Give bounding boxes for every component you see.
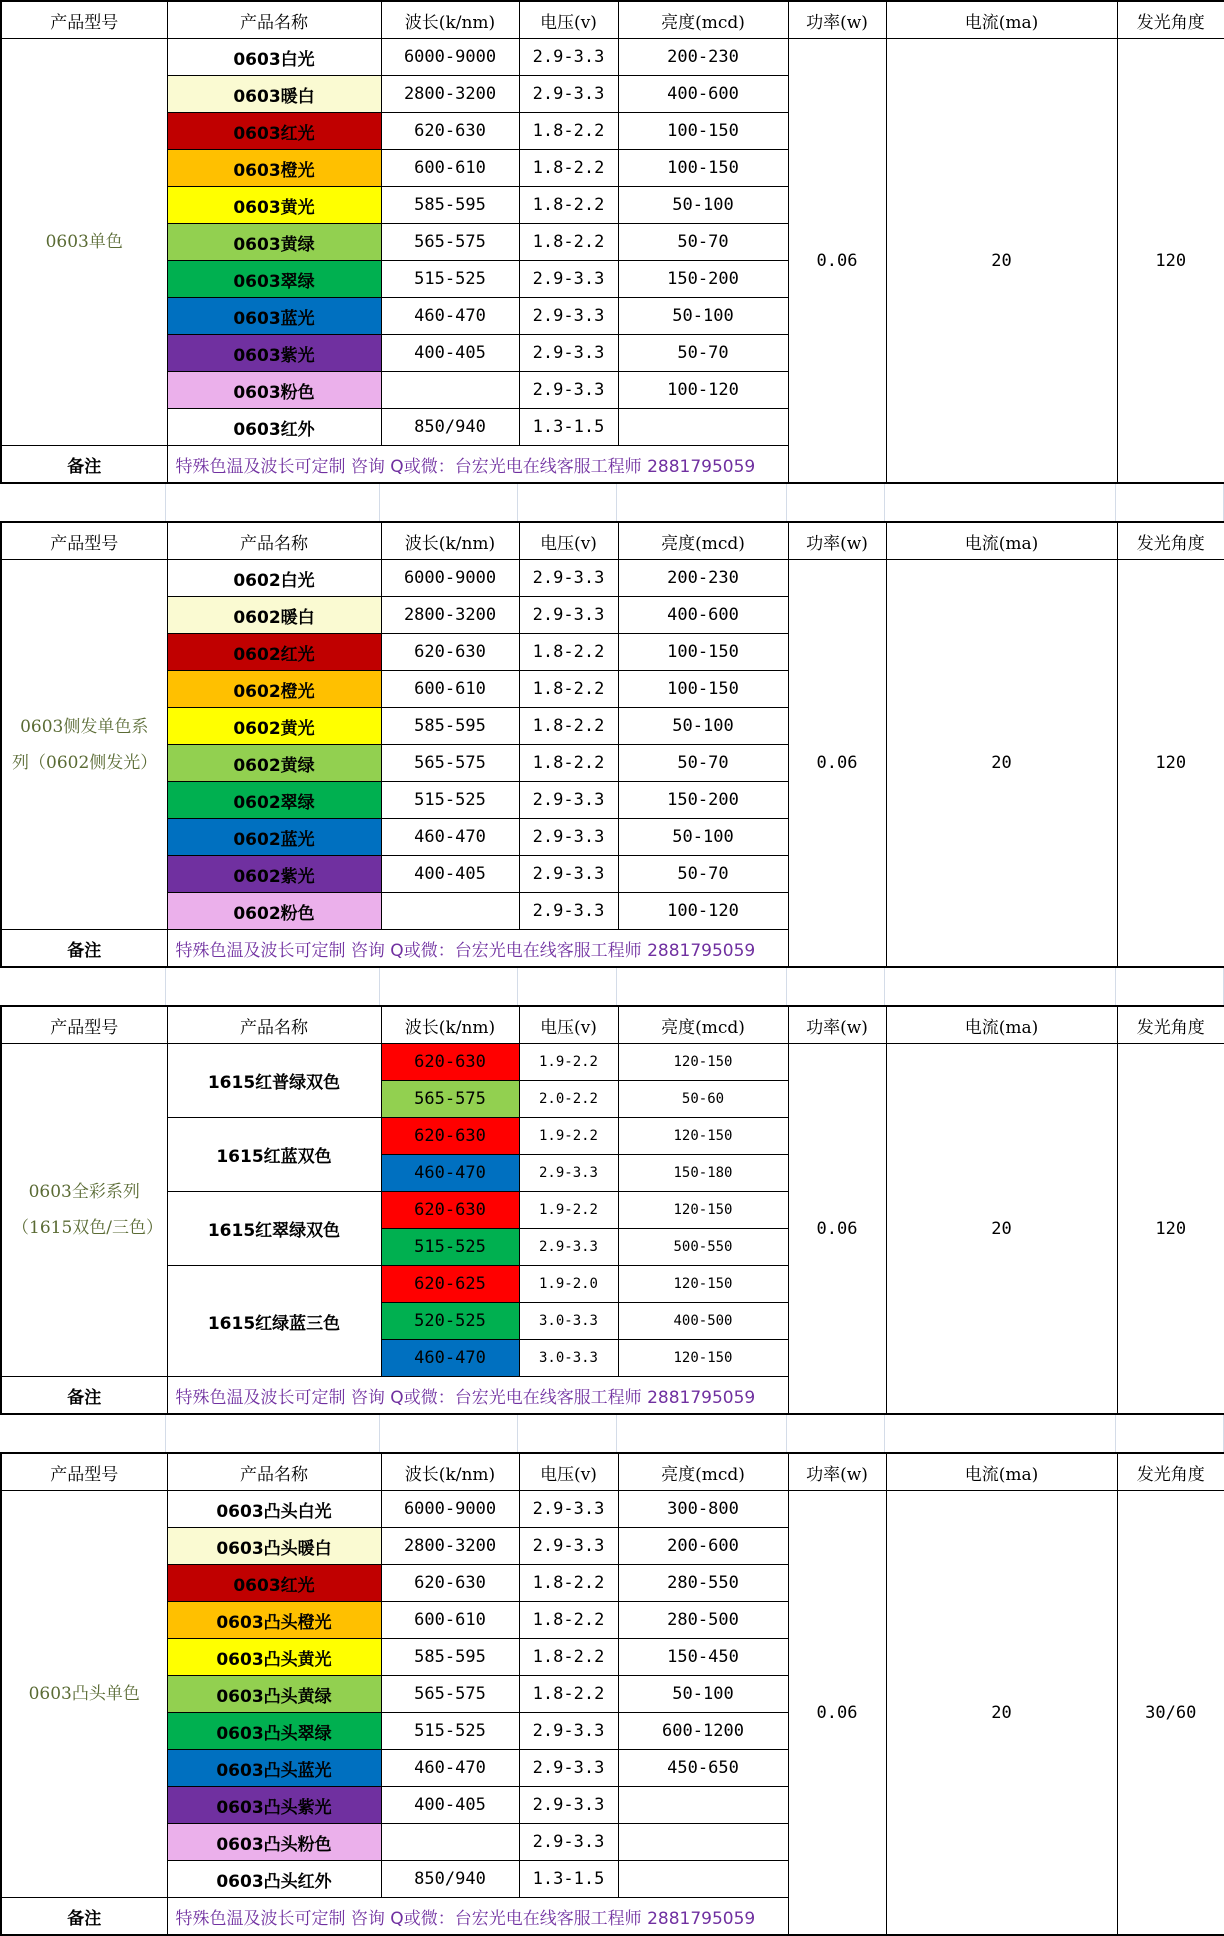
wavelength-cell: 620-630 <box>381 1044 519 1081</box>
remark-label: 备注 <box>1 446 167 484</box>
spec-table <box>0 1452 1224 1936</box>
header-wavelength: 波长(k/nm) <box>381 1453 519 1491</box>
product-name: 0603凸头蓝光 <box>167 1750 381 1787</box>
wavelength-cell: 620-630 <box>381 1118 519 1155</box>
voltage-cell: 2.9-3.3 <box>519 597 618 634</box>
table-row <box>1 1491 1224 1528</box>
wavelength-cell <box>381 893 519 930</box>
spacer-row <box>0 484 1224 521</box>
voltage-cell: 2.9-3.3 <box>519 1713 618 1750</box>
brightness-cell: 100-150 <box>618 671 788 708</box>
brightness-cell: 100-150 <box>618 113 788 150</box>
header-current: 电流(ma) <box>886 522 1117 560</box>
brightness-cell: 280-550 <box>618 1565 788 1602</box>
voltage-cell: 2.9-3.3 <box>519 1824 618 1861</box>
header-wavelength: 波长(k/nm) <box>381 1006 519 1044</box>
current-cell: 20 <box>886 1491 1117 1936</box>
header-row <box>1 1006 1224 1044</box>
header-name: 产品名称 <box>167 1453 381 1491</box>
angle-cell: 120 <box>1117 39 1224 484</box>
product-name: 0603黄绿 <box>167 224 381 261</box>
voltage-cell: 1.8-2.2 <box>519 187 618 224</box>
product-name: 0602翠绿 <box>167 782 381 819</box>
voltage-cell: 1.8-2.2 <box>519 224 618 261</box>
voltage-cell: 1.8-2.2 <box>519 113 618 150</box>
product-name: 0602粉色 <box>167 893 381 930</box>
header-name: 产品名称 <box>167 1 381 39</box>
wavelength-cell: 2800-3200 <box>381 1528 519 1565</box>
wavelength-cell: 620-630 <box>381 1565 519 1602</box>
wavelength-cell: 620-630 <box>381 1192 519 1229</box>
product-name: 0603凸头紫光 <box>167 1787 381 1824</box>
product-name: 0603红外 <box>167 409 381 446</box>
remark-label: 备注 <box>1 1377 167 1415</box>
wavelength-cell: 565-575 <box>381 745 519 782</box>
brightness-cell: 120-150 <box>618 1340 788 1377</box>
remark-label: 备注 <box>1 930 167 968</box>
brightness-cell: 200-230 <box>618 560 788 597</box>
voltage-cell: 2.9-3.3 <box>519 335 618 372</box>
product-name: 0603翠绿 <box>167 261 381 298</box>
wavelength-cell: 460-470 <box>381 1155 519 1192</box>
product-name: 1615红绿蓝三色 <box>167 1266 381 1377</box>
brightness-cell: 280-500 <box>618 1602 788 1639</box>
wavelength-cell: 515-525 <box>381 261 519 298</box>
voltage-cell: 1.8-2.2 <box>519 150 618 187</box>
product-name: 0602黄绿 <box>167 745 381 782</box>
wavelength-cell: 515-525 <box>381 782 519 819</box>
product-name: 0603红光 <box>167 1565 381 1602</box>
wavelength-cell: 2800-3200 <box>381 597 519 634</box>
wavelength-cell: 850/940 <box>381 1861 519 1898</box>
header-model: 产品型号 <box>1 1 167 39</box>
product-name: 0603凸头翠绿 <box>167 1713 381 1750</box>
wavelength-cell: 585-595 <box>381 708 519 745</box>
voltage-cell: 2.9-3.3 <box>519 782 618 819</box>
brightness-cell: 120-150 <box>618 1192 788 1229</box>
header-power: 功率(w) <box>788 1006 886 1044</box>
header-wavelength: 波长(k/nm) <box>381 1 519 39</box>
voltage-cell: 1.8-2.2 <box>519 1565 618 1602</box>
current-cell: 20 <box>886 560 1117 968</box>
angle-cell: 120 <box>1117 560 1224 968</box>
voltage-cell: 3.0-3.3 <box>519 1303 618 1340</box>
header-current: 电流(ma) <box>886 1006 1117 1044</box>
voltage-cell: 1.3-1.5 <box>519 409 618 446</box>
brightness-cell: 500-550 <box>618 1229 788 1266</box>
product-name: 1615红翠绿双色 <box>167 1192 381 1266</box>
product-name: 0602红光 <box>167 634 381 671</box>
remark-text: 特殊色温及波长可定制 咨询 Q或微：台宏光电在线客服工程师 2881795059 <box>167 930 788 968</box>
angle-cell: 120 <box>1117 1044 1224 1415</box>
voltage-cell: 2.9-3.3 <box>519 893 618 930</box>
header-model: 产品型号 <box>1 522 167 560</box>
wavelength-cell: 6000-9000 <box>381 39 519 76</box>
header-row <box>1 1 1224 39</box>
voltage-cell: 2.9-3.3 <box>519 1155 618 1192</box>
brightness-cell: 150-450 <box>618 1639 788 1676</box>
header-name: 产品名称 <box>167 522 381 560</box>
wavelength-cell: 620-630 <box>381 634 519 671</box>
header-brightness: 亮度(mcd) <box>618 1006 788 1044</box>
product-name: 0603凸头粉色 <box>167 1824 381 1861</box>
wavelength-cell <box>381 1824 519 1861</box>
voltage-cell: 1.8-2.2 <box>519 1676 618 1713</box>
brightness-cell <box>618 1787 788 1824</box>
wavelength-cell: 600-610 <box>381 671 519 708</box>
product-name: 0602橙光 <box>167 671 381 708</box>
voltage-cell: 1.8-2.2 <box>519 671 618 708</box>
wavelength-cell: 400-405 <box>381 335 519 372</box>
spec-table <box>0 0 1224 484</box>
spacer-row <box>0 968 1224 1005</box>
product-name: 0602紫光 <box>167 856 381 893</box>
voltage-cell: 1.9-2.2 <box>519 1192 618 1229</box>
brightness-cell: 50-70 <box>618 335 788 372</box>
voltage-cell: 2.9-3.3 <box>519 39 618 76</box>
brightness-cell: 50-100 <box>618 819 788 856</box>
wavelength-cell: 585-595 <box>381 187 519 224</box>
brightness-cell <box>618 1824 788 1861</box>
brightness-cell: 50-100 <box>618 298 788 335</box>
model-cell: 0603全彩系列（1615双色/三色） <box>1 1044 167 1377</box>
brightness-cell: 400-600 <box>618 597 788 634</box>
header-angle: 发光角度 <box>1117 1 1224 39</box>
wavelength-cell: 600-610 <box>381 150 519 187</box>
product-name: 0603暖白 <box>167 76 381 113</box>
brightness-cell: 300-800 <box>618 1491 788 1528</box>
wavelength-cell: 400-405 <box>381 1787 519 1824</box>
brightness-cell: 50-100 <box>618 708 788 745</box>
model-cell: 0603侧发单色系列（0602侧发光） <box>1 560 167 930</box>
wavelength-cell: 850/940 <box>381 409 519 446</box>
spec-table <box>0 521 1224 968</box>
voltage-cell: 2.9-3.3 <box>519 856 618 893</box>
brightness-cell: 100-120 <box>618 372 788 409</box>
voltage-cell: 2.9-3.3 <box>519 819 618 856</box>
wavelength-cell: 2800-3200 <box>381 76 519 113</box>
product-name: 0602黄光 <box>167 708 381 745</box>
table-row <box>1 560 1224 597</box>
voltage-cell: 1.9-2.2 <box>519 1118 618 1155</box>
header-row <box>1 1453 1224 1491</box>
wavelength-cell: 515-525 <box>381 1229 519 1266</box>
product-name: 0603黄光 <box>167 187 381 224</box>
wavelength-cell: 620-630 <box>381 113 519 150</box>
voltage-cell: 1.9-2.0 <box>519 1266 618 1303</box>
table-row <box>1 39 1224 76</box>
product-name: 1615红蓝双色 <box>167 1118 381 1192</box>
brightness-cell: 50-70 <box>618 745 788 782</box>
wavelength-cell: 6000-9000 <box>381 560 519 597</box>
brightness-cell: 450-650 <box>618 1750 788 1787</box>
header-voltage: 电压(v) <box>519 1006 618 1044</box>
product-name: 0603凸头黄光 <box>167 1639 381 1676</box>
remark-text: 特殊色温及波长可定制 咨询 Q或微：台宏光电在线客服工程师 2881795059 <box>167 1377 788 1415</box>
remark-text: 特殊色温及波长可定制 咨询 Q或微：台宏光电在线客服工程师 2881795059 <box>167 446 788 484</box>
product-name: 0602暖白 <box>167 597 381 634</box>
brightness-cell: 150-200 <box>618 261 788 298</box>
remark-text: 特殊色温及波长可定制 咨询 Q或微：台宏光电在线客服工程师 2881795059 <box>167 1898 788 1936</box>
header-power: 功率(w) <box>788 1453 886 1491</box>
product-name: 0603粉色 <box>167 372 381 409</box>
product-name: 0603橙光 <box>167 150 381 187</box>
brightness-cell: 120-150 <box>618 1118 788 1155</box>
wavelength-cell: 460-470 <box>381 1340 519 1377</box>
voltage-cell: 1.9-2.2 <box>519 1044 618 1081</box>
voltage-cell: 1.8-2.2 <box>519 634 618 671</box>
brightness-cell: 100-120 <box>618 893 788 930</box>
header-voltage: 电压(v) <box>519 1 618 39</box>
voltage-cell: 2.9-3.3 <box>519 1787 618 1824</box>
wavelength-cell: 400-405 <box>381 856 519 893</box>
header-brightness: 亮度(mcd) <box>618 522 788 560</box>
model-cell: 0603凸头单色 <box>1 1491 167 1898</box>
brightness-cell: 100-150 <box>618 150 788 187</box>
header-current: 电流(ma) <box>886 1453 1117 1491</box>
voltage-cell: 2.9-3.3 <box>519 261 618 298</box>
voltage-cell: 1.8-2.2 <box>519 1602 618 1639</box>
brightness-cell <box>618 409 788 446</box>
wavelength-cell: 460-470 <box>381 819 519 856</box>
brightness-cell: 200-230 <box>618 39 788 76</box>
remark-label: 备注 <box>1 1898 167 1936</box>
brightness-cell: 120-150 <box>618 1266 788 1303</box>
voltage-cell: 1.8-2.2 <box>519 708 618 745</box>
brightness-cell: 600-1200 <box>618 1713 788 1750</box>
wavelength-cell: 600-610 <box>381 1602 519 1639</box>
voltage-cell: 2.9-3.3 <box>519 1750 618 1787</box>
brightness-cell: 50-100 <box>618 1676 788 1713</box>
current-cell: 20 <box>886 1044 1117 1415</box>
wavelength-cell: 520-525 <box>381 1303 519 1340</box>
header-wavelength: 波长(k/nm) <box>381 522 519 560</box>
header-angle: 发光角度 <box>1117 522 1224 560</box>
brightness-cell: 150-200 <box>618 782 788 819</box>
power-cell: 0.06 <box>788 39 886 484</box>
product-name: 0603凸头红外 <box>167 1861 381 1898</box>
voltage-cell: 2.0-2.2 <box>519 1081 618 1118</box>
wavelength-cell: 585-595 <box>381 1639 519 1676</box>
wavelength-cell: 565-575 <box>381 1676 519 1713</box>
voltage-cell: 1.8-2.2 <box>519 1639 618 1676</box>
header-power: 功率(w) <box>788 522 886 560</box>
brightness-cell: 100-150 <box>618 634 788 671</box>
brightness-cell <box>618 1861 788 1898</box>
product-name: 0603紫光 <box>167 335 381 372</box>
wavelength-cell: 565-575 <box>381 1081 519 1118</box>
voltage-cell: 2.9-3.3 <box>519 1491 618 1528</box>
voltage-cell: 1.8-2.2 <box>519 745 618 782</box>
header-current: 电流(ma) <box>886 1 1117 39</box>
header-brightness: 亮度(mcd) <box>618 1 788 39</box>
header-row <box>1 522 1224 560</box>
header-brightness: 亮度(mcd) <box>618 1453 788 1491</box>
brightness-cell: 50-70 <box>618 856 788 893</box>
header-power: 功率(w) <box>788 1 886 39</box>
product-name: 0603凸头白光 <box>167 1491 381 1528</box>
voltage-cell: 2.9-3.3 <box>519 76 618 113</box>
header-voltage: 电压(v) <box>519 522 618 560</box>
product-name: 0603凸头黄绿 <box>167 1676 381 1713</box>
power-cell: 0.06 <box>788 560 886 968</box>
brightness-cell: 50-70 <box>618 224 788 261</box>
voltage-cell: 2.9-3.3 <box>519 1528 618 1565</box>
current-cell: 20 <box>886 39 1117 484</box>
product-name: 0603白光 <box>167 39 381 76</box>
table-row <box>1 1044 1224 1081</box>
product-name: 0603蓝光 <box>167 298 381 335</box>
header-voltage: 电压(v) <box>519 1453 618 1491</box>
spacer-row <box>0 1415 1224 1452</box>
product-name: 0603凸头橙光 <box>167 1602 381 1639</box>
wavelength-cell: 565-575 <box>381 224 519 261</box>
header-name: 产品名称 <box>167 1006 381 1044</box>
brightness-cell: 50-100 <box>618 187 788 224</box>
wavelength-cell: 460-470 <box>381 1750 519 1787</box>
voltage-cell: 2.9-3.3 <box>519 372 618 409</box>
header-angle: 发光角度 <box>1117 1453 1224 1491</box>
product-name: 0603凸头暖白 <box>167 1528 381 1565</box>
voltage-cell: 2.9-3.3 <box>519 298 618 335</box>
wavelength-cell: 515-525 <box>381 1713 519 1750</box>
voltage-cell: 3.0-3.3 <box>519 1340 618 1377</box>
voltage-cell: 1.3-1.5 <box>519 1861 618 1898</box>
header-model: 产品型号 <box>1 1006 167 1044</box>
power-cell: 0.06 <box>788 1044 886 1415</box>
product-name: 0602蓝光 <box>167 819 381 856</box>
brightness-cell: 50-60 <box>618 1081 788 1118</box>
voltage-cell: 2.9-3.3 <box>519 560 618 597</box>
brightness-cell: 200-600 <box>618 1528 788 1565</box>
wavelength-cell <box>381 372 519 409</box>
brightness-cell: 120-150 <box>618 1044 788 1081</box>
spec-table <box>0 1005 1224 1415</box>
brightness-cell: 400-500 <box>618 1303 788 1340</box>
product-name: 0602白光 <box>167 560 381 597</box>
header-angle: 发光角度 <box>1117 1006 1224 1044</box>
power-cell: 0.06 <box>788 1491 886 1936</box>
brightness-cell: 400-600 <box>618 76 788 113</box>
voltage-cell: 2.9-3.3 <box>519 1229 618 1266</box>
model-cell: 0603单色 <box>1 39 167 446</box>
angle-cell: 30/60 <box>1117 1491 1224 1936</box>
brightness-cell: 150-180 <box>618 1155 788 1192</box>
product-name: 1615红普绿双色 <box>167 1044 381 1118</box>
wavelength-cell: 620-625 <box>381 1266 519 1303</box>
header-model: 产品型号 <box>1 1453 167 1491</box>
wavelength-cell: 6000-9000 <box>381 1491 519 1528</box>
product-name: 0603红光 <box>167 113 381 150</box>
wavelength-cell: 460-470 <box>381 298 519 335</box>
